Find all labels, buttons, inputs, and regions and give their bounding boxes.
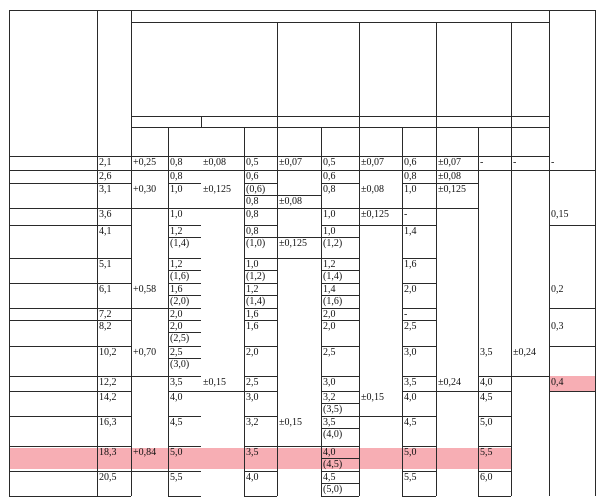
grid-line xyxy=(9,208,97,209)
grid-line xyxy=(478,170,511,171)
grid-line xyxy=(244,270,277,271)
nb-cell: (5,0) xyxy=(323,484,343,495)
grid-line xyxy=(277,208,321,209)
ls-cell: (1,2) xyxy=(246,271,266,282)
lsd-cell: ±0,125 xyxy=(279,238,307,249)
grid-line xyxy=(131,127,549,128)
d-cell: 5,1 xyxy=(99,259,112,270)
ls-cell: 0,8 xyxy=(246,209,259,220)
d-cell: 12,2 xyxy=(99,377,117,388)
d-cell: 10,2 xyxy=(99,347,117,358)
grid-line xyxy=(9,258,97,259)
d-cell: 3,6 xyxy=(99,209,112,220)
grid-line xyxy=(549,391,595,392)
grid-line xyxy=(168,358,201,359)
grid-line xyxy=(9,170,97,171)
grid-line xyxy=(201,208,244,209)
obd-cell: - xyxy=(513,157,517,168)
grid-line xyxy=(9,376,97,377)
ob-cell: 5,5 xyxy=(480,447,493,458)
grid-line xyxy=(244,237,277,238)
d-cell: 18,3 xyxy=(99,447,117,458)
ls-cell: 0,8 xyxy=(246,226,259,237)
grid-line xyxy=(321,458,359,459)
d-cell: 14,2 xyxy=(99,392,117,403)
grid-line xyxy=(9,283,97,284)
ls-cell: 1,2 xyxy=(246,284,259,295)
lb-cell: 1,2 xyxy=(170,259,183,270)
grid-line xyxy=(436,391,478,392)
grid-line xyxy=(511,22,512,496)
ob-cell: - xyxy=(480,157,484,168)
grid-line xyxy=(277,195,321,196)
ls-cell: 3,2 xyxy=(246,417,259,428)
nb-cell: (1,2) xyxy=(323,238,343,249)
ls-cell: (1,0) xyxy=(246,238,266,249)
grid-line xyxy=(595,10,596,496)
ls-cell: (0,6) xyxy=(246,184,266,195)
grid-line xyxy=(131,10,132,496)
tb-cell: 2,5 xyxy=(404,321,417,332)
ls-cell: 2,0 xyxy=(246,347,259,358)
grid-line xyxy=(277,258,321,259)
tb-cell: 4,0 xyxy=(404,392,417,403)
grid-line xyxy=(359,170,402,171)
lbd-cell: ±0,125 xyxy=(203,184,231,195)
k-cell: 0,2 xyxy=(551,284,564,295)
lb-cell: 5,0 xyxy=(170,447,183,458)
lb-cell: 5,5 xyxy=(170,472,183,483)
lb-cell: 0,8 xyxy=(170,157,183,168)
grid-line xyxy=(511,170,549,171)
d-cell: 7,2 xyxy=(99,309,112,320)
grid-line xyxy=(9,471,97,472)
nb-cell: 1,4 xyxy=(323,284,336,295)
nb-cell: 0,5 xyxy=(323,157,336,168)
grid-line xyxy=(201,170,244,171)
tb-cell: 2,0 xyxy=(404,284,417,295)
grid-line xyxy=(321,403,359,404)
dd-cell: +0,25 xyxy=(133,157,157,168)
grid-line xyxy=(168,270,201,271)
grid-line xyxy=(277,170,321,171)
grid-line xyxy=(131,471,168,472)
grid-line xyxy=(168,332,201,333)
nb-cell: 0,6 xyxy=(323,171,336,182)
grid-line xyxy=(201,391,244,392)
grid-line xyxy=(9,346,97,347)
d-cell: 20,5 xyxy=(99,472,117,483)
grid-line xyxy=(549,346,595,347)
grid-line xyxy=(168,295,201,296)
lsd-cell: ±0,08 xyxy=(279,196,302,207)
ob-cell: 4,5 xyxy=(480,392,493,403)
grid-line xyxy=(478,127,479,496)
grid-line xyxy=(549,225,595,226)
tb-cell: - xyxy=(404,209,408,220)
tb-cell: 0,8 xyxy=(404,171,417,182)
grid-line xyxy=(359,225,402,226)
lb-cell: (1,4) xyxy=(170,238,190,249)
ob-cell: 4,0 xyxy=(480,377,493,388)
nb-cell: (1,4) xyxy=(323,271,343,282)
ls-cell: 1,6 xyxy=(246,321,259,332)
tb-cell: 3,0 xyxy=(404,347,417,358)
nb-cell: (4,5) xyxy=(323,459,343,470)
dd-cell: +0,30 xyxy=(133,184,157,195)
nb-cell: 2,0 xyxy=(323,309,336,320)
tb-cell: 1,6 xyxy=(404,259,417,270)
grid-line xyxy=(277,22,278,496)
nb-cell: 4,5 xyxy=(323,472,336,483)
d-cell: 4,1 xyxy=(99,226,112,237)
nb-cell: (1,6) xyxy=(323,296,343,307)
grid-line xyxy=(201,116,202,127)
nb-cell: 1,0 xyxy=(323,226,336,237)
grid-line xyxy=(9,183,97,184)
d-cell: 3,1 xyxy=(99,184,112,195)
obd-cell: ±0,24 xyxy=(513,347,536,358)
nb-cell: (4,0) xyxy=(323,429,343,440)
k-cell: - xyxy=(551,157,555,168)
ob-cell: 3,5 xyxy=(480,347,493,358)
ls-cell: 4,0 xyxy=(246,472,259,483)
lb-cell: (2,5) xyxy=(170,333,190,344)
nb-cell: 3,2 xyxy=(323,392,336,403)
ls-cell: 0,5 xyxy=(246,157,259,168)
k-cell: 0,4 xyxy=(551,377,564,388)
lb-cell: 1,6 xyxy=(170,284,183,295)
grid-line xyxy=(244,195,277,196)
grid-line xyxy=(131,308,168,309)
lb-cell: 0,8 xyxy=(170,171,183,182)
nb-cell: 4,0 xyxy=(323,447,336,458)
tbd-cell: ±0,08 xyxy=(438,171,461,182)
grid-line xyxy=(321,270,359,271)
tb-cell: 1,0 xyxy=(404,184,417,195)
grid-line xyxy=(359,22,360,496)
d-cell: 8,2 xyxy=(99,321,112,332)
d-cell: 16,3 xyxy=(99,417,117,428)
nb-cell: 3,5 xyxy=(323,417,336,428)
dd-cell: +0,58 xyxy=(133,284,157,295)
grid-line xyxy=(321,428,359,429)
d-cell: 6,1 xyxy=(99,284,112,295)
lb-cell: 2,0 xyxy=(170,321,183,332)
tbd-cell: ±0,24 xyxy=(438,377,461,388)
lb-cell: 2,0 xyxy=(170,309,183,320)
ob-cell: 5,0 xyxy=(480,417,493,428)
d-cell: 2,6 xyxy=(99,171,112,182)
ls-cell: 2,5 xyxy=(246,377,259,388)
lb-cell: 4,0 xyxy=(170,392,183,403)
d-cell: 2,1 xyxy=(99,157,112,168)
tb-cell: 5,0 xyxy=(404,447,417,458)
ls-cell: 0,6 xyxy=(246,171,259,182)
nbd-cell: ±0,125 xyxy=(361,209,389,220)
lb-cell: 1,0 xyxy=(170,184,183,195)
lb-cell: 1,2 xyxy=(170,226,183,237)
dd-cell: +0,84 xyxy=(133,447,157,458)
grid-line xyxy=(131,22,549,23)
grid-line xyxy=(9,446,97,447)
k-cell: 0,3 xyxy=(551,321,564,332)
ls-cell: 3,5 xyxy=(246,447,259,458)
grid-line xyxy=(359,416,402,417)
tb-cell: 0,6 xyxy=(404,157,417,168)
ls-cell: 1,0 xyxy=(246,259,259,270)
tb-cell: 4,5 xyxy=(404,417,417,428)
grid-line xyxy=(131,208,168,209)
nb-cell: 1,2 xyxy=(323,259,336,270)
grid-line xyxy=(97,10,98,496)
nb-cell: 3,0 xyxy=(323,377,336,388)
lb-cell: 4,5 xyxy=(170,417,183,428)
lb-cell: 1,0 xyxy=(170,209,183,220)
ls-cell: 3,0 xyxy=(246,392,259,403)
nb-cell: 2,5 xyxy=(323,347,336,358)
tbd-cell: ±0,07 xyxy=(438,157,461,168)
nb-cell: 2,0 xyxy=(323,321,336,332)
tb-cell: - xyxy=(404,309,408,320)
tb-cell: 5,5 xyxy=(404,472,417,483)
grid-line xyxy=(321,483,359,484)
nbd-cell: ±0,07 xyxy=(361,157,384,168)
grid-line xyxy=(168,237,201,238)
lb-cell: (2,0) xyxy=(170,296,190,307)
lbd-cell: ±0,08 xyxy=(203,157,226,168)
grid-line xyxy=(549,10,550,496)
grid-line xyxy=(131,170,168,171)
grid-line xyxy=(9,320,97,321)
nb-cell: (3,5) xyxy=(323,404,343,415)
lsd-cell: ±0,07 xyxy=(279,157,302,168)
grid-line xyxy=(277,237,321,238)
grid-line xyxy=(131,376,168,377)
grid-line xyxy=(277,446,321,447)
grid-line xyxy=(549,170,595,171)
grid-line xyxy=(549,308,595,309)
dd-cell: +0,70 xyxy=(133,347,157,358)
nb-cell: 1,0 xyxy=(323,209,336,220)
tb-cell: 1,4 xyxy=(404,226,417,237)
grid-line xyxy=(321,295,359,296)
lbd-cell: ±0,15 xyxy=(203,377,226,388)
grid-line xyxy=(9,10,10,496)
grid-line xyxy=(9,225,97,226)
grid-line xyxy=(9,416,97,417)
lb-cell: 3,5 xyxy=(170,377,183,388)
ls-cell: (1,4) xyxy=(246,296,266,307)
ls-cell: 0,8 xyxy=(246,196,259,207)
grid-line xyxy=(436,22,437,496)
nbd-cell: ±0,15 xyxy=(361,392,384,403)
grid-line xyxy=(511,376,549,377)
grid-line xyxy=(131,116,549,117)
lb-cell: (1,6) xyxy=(170,271,190,282)
tbd-cell: ±0,125 xyxy=(438,184,466,195)
lb-cell: (3,0) xyxy=(170,359,190,370)
ob-cell: 6,0 xyxy=(480,472,493,483)
grid-line xyxy=(321,237,359,238)
grid-line xyxy=(436,208,478,209)
lb-cell: 2,5 xyxy=(170,347,183,358)
nb-cell: 0,8 xyxy=(323,184,336,195)
grid-line xyxy=(9,308,97,309)
k-cell: 0,15 xyxy=(551,209,569,220)
grid-line xyxy=(244,295,277,296)
lsd-cell: ±0,15 xyxy=(279,417,302,428)
tb-cell: 3,5 xyxy=(404,377,417,388)
grid-line xyxy=(9,391,97,392)
ls-cell: 1,6 xyxy=(246,309,259,320)
nbd-cell: ±0,08 xyxy=(361,184,384,195)
